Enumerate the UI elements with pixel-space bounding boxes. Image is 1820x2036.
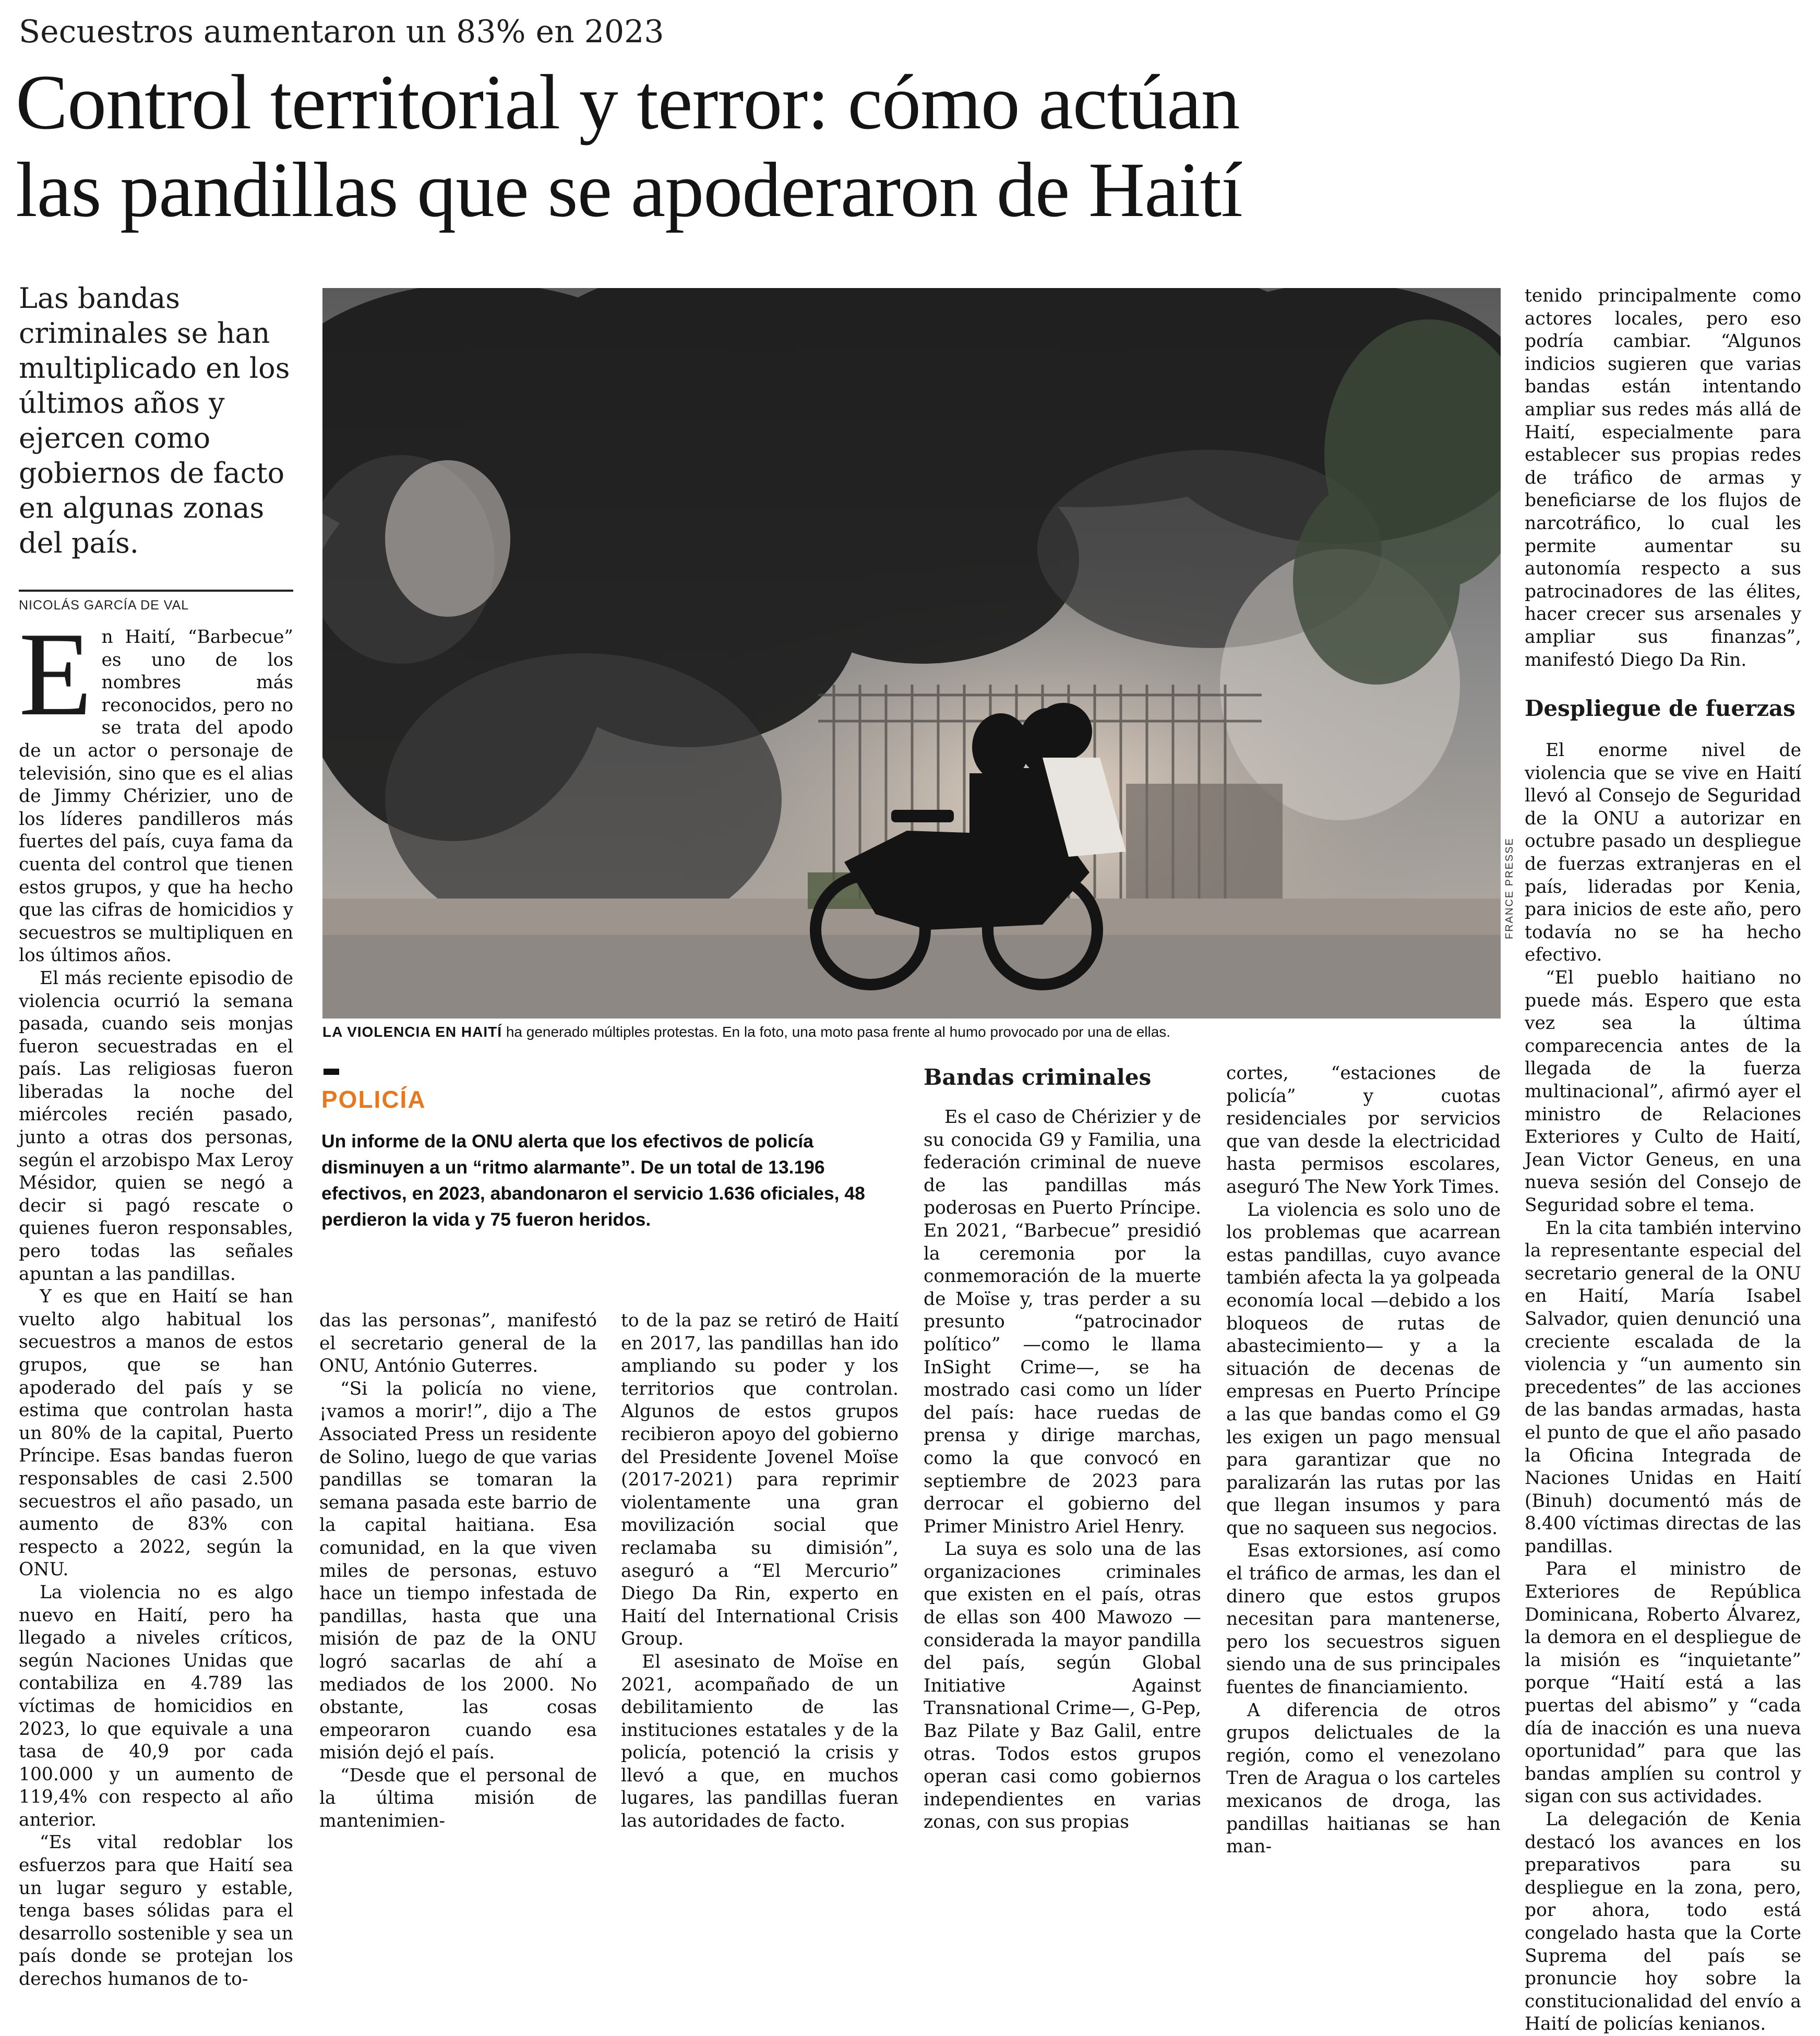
paragraph: El asesinato de Moïse en 2021, acompañado de un debilitamiento de las instituciones estatales y de la policía, potenció la crisis y llevó a que, en muchos lugares, las pandillas fueran las autoridades de facto.: [621, 1651, 899, 1832]
paragraph: El más reciente episodio de violencia ocurrió la semana pasada, cuando seis monjas fueron secuestradas en el país. Las religiosas fueron liberadas la noche del miércoles recién pasado, junto a otras dos personas, según el arzobispo Max Leroy Mésidor, quien se negó a decir si pagó rescate o quienes fueron responsables, pero todas las señales apuntan a las pandillas.: [19, 967, 293, 1285]
paragraph: Para el ministro de Exteriores de República Dominicana, Roberto Álvarez, la demora en el despliegue de la misión es “inquietante” porque “Haití está a las puertas del abismo” y “cada día de inacción es una nueva oportunidad” para que las bandas amplíen su control y sigan con sus actividades.: [1525, 1559, 1801, 1807]
paragraph: Esas extorsiones, así como el tráfico de armas, les dan el dinero que estos grupos necesitan para mantenerse, pero los secuestros siguen siendo una de sus principales fuentes de financiamiento.: [1226, 1540, 1501, 1698]
photo-credit: FRANCE PRESSE: [1504, 837, 1515, 939]
kicker: Secuestros aumentaron un 83% en 2023: [19, 14, 664, 50]
body-column-5: [1226, 1062, 1501, 1859]
body-column-4: [924, 1062, 1201, 1834]
byline: NICOLÁS GARCÍA DE VAL: [19, 598, 189, 613]
paragraph: Es el caso de Chérizier y de su conocida G9 y Familia, una federación criminal de nueve de las pandillas más poderosas en Puerto Príncipe. En 2021, “Barbecue” presidió la ceremonia por la conmemoración de la muerte de Moïse y, tras perder a su presunto “patrocinador político” —como le llama InSight Crime—, se ha mostrado casi como un líder del país: hace ruedas de prensa y dirige marchas, como la que convocó en septiembre de 2023 para derrocar el gobierno del Primer Ministro Ariel Henry.: [924, 1107, 1201, 1537]
paragraph: cortes, “estaciones de policía” y cuotas residenciales por servicios que van desde la electricidad hasta permisos escolares, aseguró The New York Times.: [1226, 1063, 1501, 1197]
policia-label: POLICÍA: [321, 1086, 426, 1113]
paragraph: “Es vital redoblar los esfuerzos para que Haití sea un lugar seguro y estable, tenga bases sólidas para el desarrollo sostenible y sea un país donde se protejan los derechos humanos de to-: [19, 1832, 293, 1990]
body-column-6: [1525, 285, 1801, 2036]
paragraph: das las personas”, manifestó el secretario general de la ONU, António Guterres.: [319, 1310, 597, 1377]
paragraph: A diferencia de otros grupos delictuales de la región, como el venezolano Tren de Aragua o los carteles mexicanos de droga, las pandillas haitianas se han man-: [1226, 1699, 1501, 1858]
paragraph: “El pueblo haitiano no puede más. Espero que esta vez sea la última comparecencia antes de la llegada de la fuerza multinacional”, afirmó ayer el ministro de Relaciones Exteriores y Culto de Haití, Jean Victor Geneus, en una nueva sesión del Consejo de Seguridad sobre el tema.: [1525, 967, 1801, 1216]
subheading-bandas: Bandas criminales: [924, 1064, 1152, 1090]
paragraph: to de la paz se retiró de Haití en 2017, las pandillas han ido ampliando su poder y los territorios que controlan. Algunos de estos grupos recibieron apoyo del gobierno del Presidente Jovenel Moïse (2017-2021) para reprimir violentamente una gran movilización social que reclamaba su dimisión”, aseguró a “El Mercurio” Diego Da Rin, experto en Haití del International Crisis Group.: [621, 1310, 899, 1650]
body-column-3: [621, 1310, 899, 1833]
paragraph: El enorme nivel de violencia que se vive en Haití llevó al Consejo de Seguridad de la ONU a autorizar en octubre pasado un despliegue de fuerzas extranjeras en el país, lideradas por Kenia, para inicios de este año, pero todavía no se ha hecho efectivo.: [1525, 740, 1801, 966]
paragraph: tenido principalmente como actores locales, pero eso podría cambiar. “Algunos indicios sugieren que varias bandas están intentando ampliar sus redes más allá de Haití, especialmente para establecer sus propias redes de tráfico de armas y beneficiarse de los flujos de narcotráfico, lo cual les permite aumentar su autonomía respecto a sus patrocinadores de las élites, hacer crecer sus arsenales y ampliar sus finanzas”, manifestó Diego Da Rin.: [1525, 285, 1801, 670]
paragraph: “Si la policía no viene, ¡vamos a morir!”, dijo a The Associated Press un residente de Solino, luego de que varias pandillas se tomaran la semana pasada este barrio de la capital haitiana. Esa comunidad, en la que viven miles de personas, estuvo hace un tiempo infestada de pandillas, hasta que una misión de paz de la ONU logró sacarlas de ahí a mediados de los 2000. No obstante, las cosas empeoraron cuando esa misión dejó el país.: [319, 1378, 597, 1764]
body-column-1: [19, 607, 293, 1991]
smoke-motorcycle-illustration: [322, 288, 1501, 1019]
paragraph: La violencia no es algo nuevo en Haití, pero ha llegado a niveles críticos, según Naciones Unidas que contabiliza en 4.789 las víctimas de homicidios en 2023, lo que equivale a una tasa de 40,9 por cada 100.000 y un aumento de 119,4% con respecto al año anterior.: [19, 1582, 293, 1830]
photo-caption: [322, 1024, 1502, 1040]
headline: [16, 58, 1242, 234]
paragraph: n Haití, “Barbecue” es uno de los nombres más reconocidos, pero no se trata del apodo de un actor o personaje de televisión, sino que es el alias de Jimmy Chérizier, uno de los líderes pandilleros más fuertes del país, cuya fama da cuenta del control que tienen estos grupos, y que ha hecho que las cifras de homicidios y secuestros se multipliquen en los últimos años.: [19, 627, 293, 966]
caption-lead: LA VIOLENCIA EN HAITÍ: [322, 1024, 502, 1040]
subheading-despliegue: Despliegue de fuerzas: [1525, 696, 1795, 722]
paragraph: La violencia es solo uno de los problemas que acarrean estas pandillas, cuyo avance también afecta la ya golpeada economía local —debido a los bloqueos de rutas de abastecimiento— y a la situación de decenas de empresas en Puerto Príncipe a las que bandas como el G9 les exigen un pago mensual para garantizar que no paralizarán las rutas por las que llegan insumos y para que no saqueen sus negocios.: [1226, 1199, 1501, 1539]
paragraph: Y es que en Haití se han vuelto algo habitual los secuestros a manos de estos grupos, que se han apoderado del país y se estima que controlan hasta un 80% de la capital, Puerto Príncipe. Esas bandas fueron responsables de casi 2.500 secuestros el año pasado, un aumento de 83% con respecto a 2022, según la ONU.: [19, 1286, 293, 1580]
caption-text: ha generado múltiples protestas. En la foto, una moto pasa frente al humo provocado por una de ellas.: [502, 1024, 1171, 1040]
news-photo: [322, 288, 1501, 1019]
headline-line-1: Control territorial y terror: cómo actúan: [16, 59, 1240, 146]
byline-rule: [19, 590, 293, 592]
policia-marker: [324, 1069, 339, 1075]
body-column-2: [319, 1310, 597, 1833]
headline-line-2: las pandillas que se apoderaron de Haití: [16, 147, 1242, 233]
paragraph: “Desde que el personal de la última misión de mantenimien-: [319, 1765, 597, 1832]
paragraph: La suya es solo una de las organizaciones criminales que existen en el país, otras de ellas son 400 Mawozo —considerada la mayor pandilla del país, según Global Initiative Against Transnational Crime—, G-Pep, Baz Pilate y Baz Galil, entre otras. Todos estos grupos operan casi como gobiernos independientes en varias zonas, con sus propias: [924, 1539, 1201, 1833]
paragraph: En la cita también intervino la representante especial del secretario general de la ONU en Haití, María Isabel Salvador, quien denunció una creciente escalada de la violencia y “un aumento sin precedentes” de las acciones de las bandas armadas, hasta el punto de que el año pasado la Oficina Integrada de Naciones Unidas en Haití (Binuh) documentó más de 8.400 víctimas directas de las pandillas.: [1525, 1217, 1801, 1557]
deck: Las bandas criminales se han multiplicado en los últimos años y ejercen como gobiernos de facto en algunas zonas del país.: [19, 282, 290, 559]
drop-cap: E: [19, 607, 92, 740]
paragraph: La delegación de Kenia destacó los avances en los preparativos para su despliegue en la zona, pero, por ahora, todo está congelado hasta que la Corte Suprema del país se pronuncie hoy sobre la constitucionalidad del envío a Haití de policías kenianos.: [1525, 1809, 1801, 2035]
policia-text: Un informe de la ONU alerta que los efectivos de policía disminuyen a un “ritmo alarmante”. De un total de 13.196 efectivos, en 2023, abandonaron el servicio 1.636 oficiales, 48 perdieron la vida y 75 fueron heridos.: [321, 1131, 865, 1230]
